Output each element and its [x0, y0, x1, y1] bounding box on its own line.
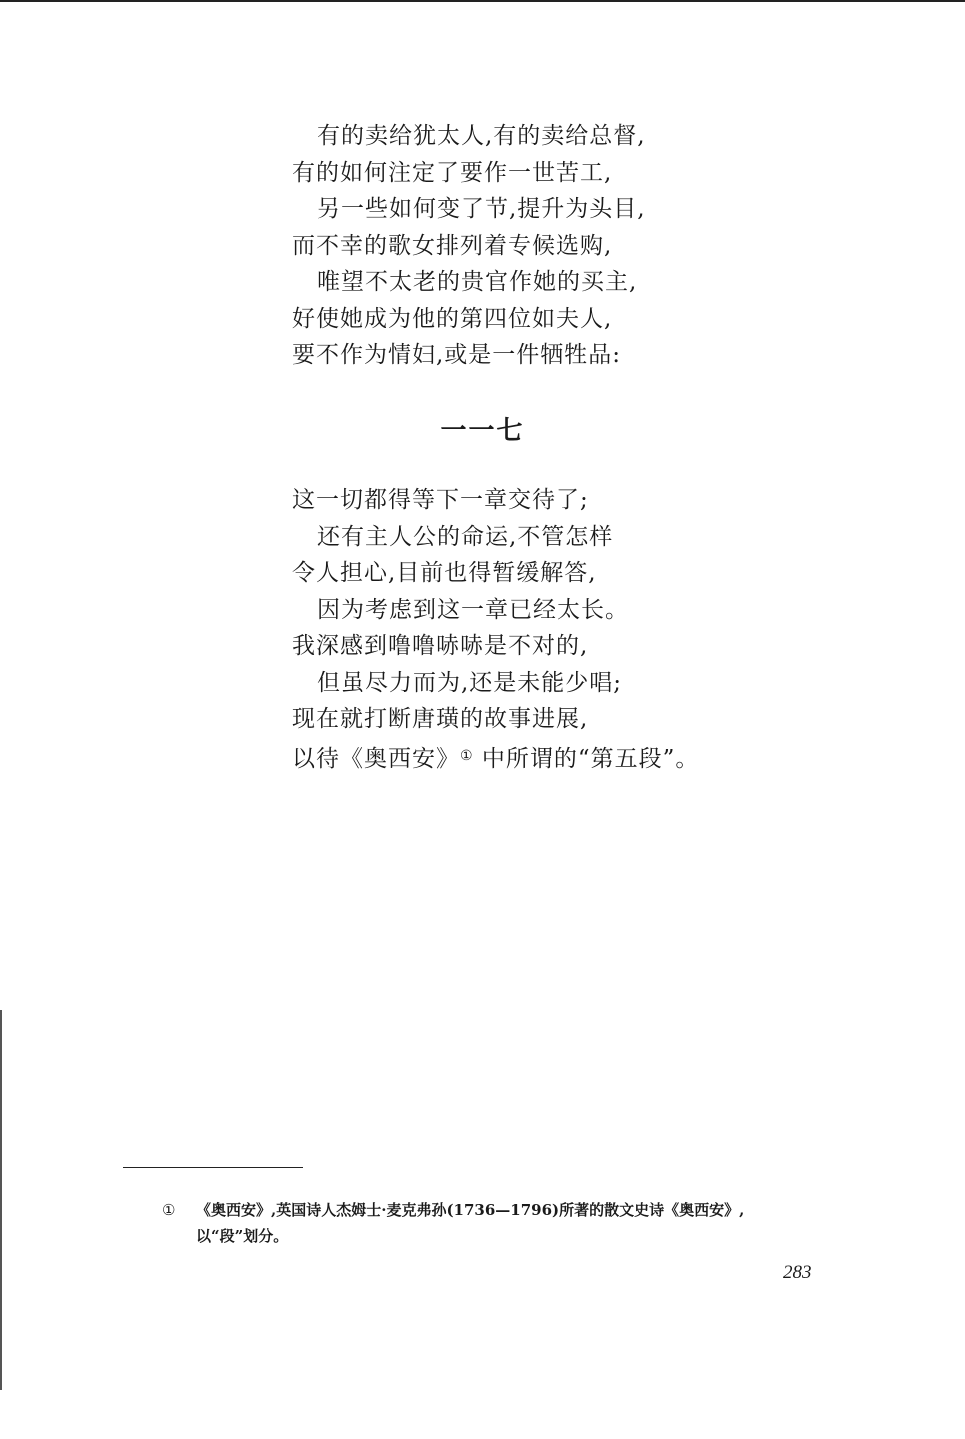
verse-line: 而不幸的歌女排列着专候选购,: [292, 232, 613, 259]
verse-line: 我深感到噜噜哧哧是不对的,: [292, 633, 589, 659]
stanza-117: [292, 482, 712, 774]
verse-line: 但虽尽力而为,还是未能少唱;: [317, 669, 623, 696]
stanza-116-end: [292, 118, 712, 374]
top-border-rule: [0, 0, 965, 2]
verse-line-with-footnote: [292, 738, 712, 775]
verse-text: 中所谓的“第五段”。: [473, 745, 700, 772]
footnote-separator: [123, 1167, 303, 1168]
verse-line: 有的如何注定了要作一世苦工,: [292, 159, 613, 186]
footnote-line: 《奥西安》,英国诗人杰姆士·麦克弗孙(1736—1796)所著的散文史诗《奥西安》,: [196, 1201, 745, 1219]
verse-line: 因为考虑到这一章已经太长。: [317, 596, 629, 623]
verse-line: 要不作为情妇,或是一件牺牲品:: [292, 342, 622, 368]
verse-line: 另一些如何变了节,提升为头目,: [317, 196, 646, 222]
verse-line: 还有主人公的命运,不管怎样: [317, 523, 614, 550]
footnote: [162, 1197, 862, 1249]
footnote-reference-mark[interactable]: ①: [460, 747, 474, 764]
verse-line: 唯望不太老的贵官作她的买主,: [317, 269, 638, 295]
verse-line: 这一切都得等下一章交待了;: [292, 487, 589, 513]
scan-left-edge: [0, 1010, 2, 1390]
verse-line: 令人担心,目前也得暂缓解答,: [292, 560, 597, 586]
verse-line: 有的卖给犹太人,有的卖给总督,: [317, 123, 646, 149]
section-number-heading: 一一七: [440, 416, 525, 446]
verse-text: 以待《奥西安》: [292, 745, 460, 772]
verse-line: 好使她成为他的第四位如夫人,: [292, 305, 613, 332]
verse-line: 现在就打断唐璜的故事进展,: [292, 706, 589, 732]
page-number: 283: [783, 1262, 812, 1283]
footnote-line: 以“段”划分。: [196, 1227, 289, 1245]
footnote-mark: ①: [162, 1201, 176, 1219]
